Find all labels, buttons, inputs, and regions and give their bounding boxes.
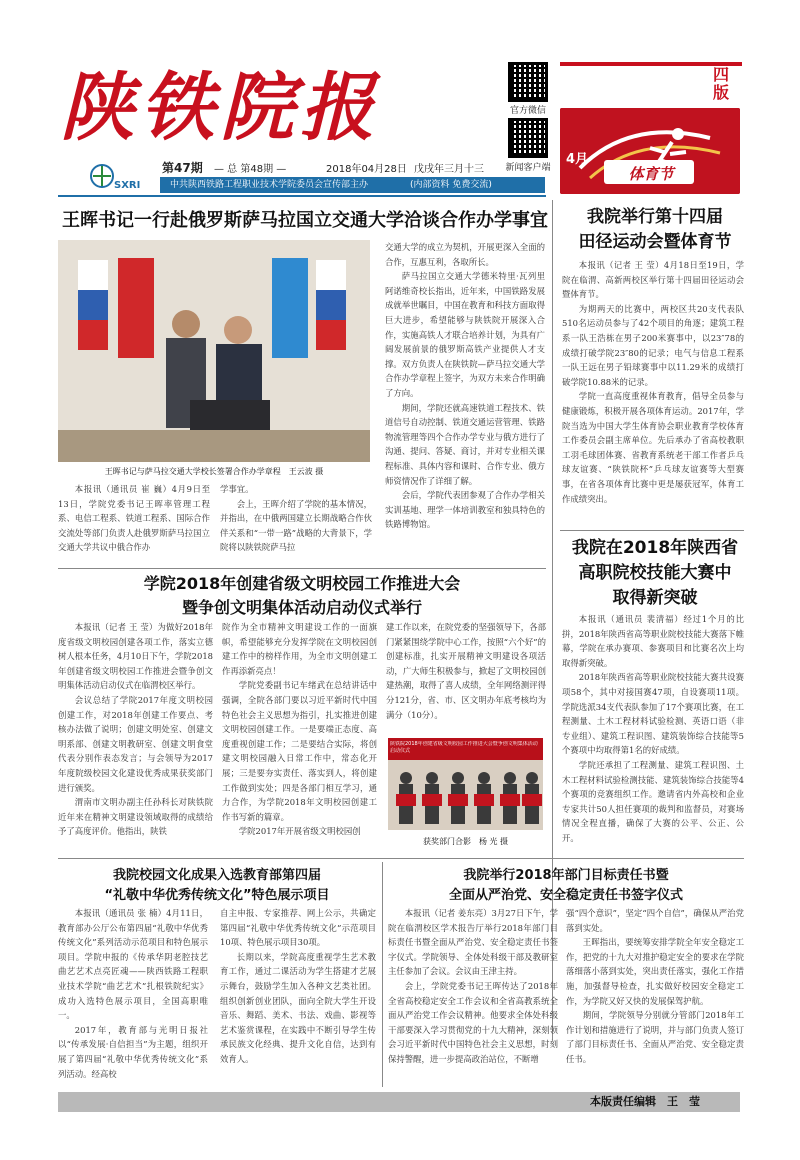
- sport-festival-title: 体育节: [628, 165, 674, 183]
- article2-col3: [386, 620, 546, 730]
- newspaper-masthead: 陕铁院报: [60, 65, 380, 151]
- title-line: 我院举行第十四届: [587, 207, 723, 227]
- paragraph: 学院还承担了工程测量、建筑工程识图、土木工程材料试验检测技能、建筑装饰综合技能等4个赛项的竞赛组织工作。邀请省内外高校和企业专家共计50人担任赛项的裁判和监督员，对赛场情况全程直播，确保了大赛的公平、公正、公开。: [562, 759, 744, 843]
- paragraph: 本报讯（记者 姜东亮）3月27日下午，学院在临渭校区学术报告厅举行2018年部门目标责任书暨全面从严治党、安全稳定责任书签字仪式。学院领导、全体处科级干部及教研室主任参加了会议。会议由王津主持。: [388, 908, 558, 977]
- paragraph: 萨马拉国立交通大学德米特里·瓦列里阿诺维奇校长指出，近年来，中国铁路发展成就举世瞩目，中国在教育和科技方面取得巨大进步，希望能够与陕铁院开展深入合作，实施高铁人才联合培养计划，为具有广阔发展前景的俄罗斯高铁产业提供人才支撑。双方负责人在陕铁院—萨马拉交通大学合作办学章程上签字，为双方未来合作明确了方向。: [385, 271, 545, 398]
- column-divider: [382, 862, 383, 1087]
- article4-title: [388, 866, 744, 906]
- article-r1-title: [560, 205, 750, 255]
- paragraph: 强“四个意识”，坚定“四个自信”，确保从严治党落到实处。: [566, 908, 744, 933]
- paragraph: 2017年，教育部与光明日报社以“传承发展·自信担当”为主题，组织开展了第四届“礼敬中华优秀传统文化”系列活动。经高校: [58, 1024, 208, 1079]
- title-line: 全面从严治党、安全稳定责任书签字仪式: [448, 888, 683, 903]
- title-line: 我院举行2018年部门目标责任书暨: [463, 868, 669, 883]
- paragraph: 期间，学院还就高速铁道工程技术、铁道信号自动控制、铁道交通运营管理、铁路物流管理等四个合作办学专业与俄方进行了沟通、提问、答疑、商讨，并对专业相关课程标准、具体内容和课时、合作专业、俄方师资情况作了详细了解。: [385, 402, 545, 486]
- right-divider: [560, 530, 744, 531]
- paragraph: 会议总结了学院2017年度文明校园创建工作，对2018年创建工作要点、考核办法做了说明；创建文明处室、创建文明系部、创建文明教研室、创建文明食堂代表分别作表态发言；与会领导为2017年度院级校园文化建设优秀成果获奖部门进行颁奖。: [58, 694, 213, 793]
- section-divider: [58, 858, 744, 859]
- paragraph: 本报讯（通讯员 崔 巍）4月9日至13日，学院党委书记王晖率管理工程系、电信工程系、铁道工程系、国际合作交流处等部门负责人赴俄罗斯萨马拉国立交通大学共议中俄合作办: [58, 484, 210, 553]
- issue-number: 第47期: [162, 161, 203, 175]
- title-line: 田径运动会暨体育节: [578, 232, 732, 252]
- paragraph: 会上，学院党委书记王晖传达了2018年全省高校稳定安全工作会议和全省高教系统全面从严治党工作会议精神。他要求全体处科级干部要深入学习贯彻党的十九大精神，深刻领会习近平新时代中国特色社会主义思想，时刻保持警醒，进一步提高政治站位，不断增: [388, 980, 558, 1064]
- article2-col2: [222, 620, 377, 862]
- school-logo-text: SXRI: [114, 180, 141, 191]
- article1-title: 王晖书记一行赴俄罗斯萨马拉国立交通大学洽谈合作办学事宜: [62, 210, 548, 231]
- sport-month-label: 4月: [566, 152, 589, 167]
- article-r2-body: [562, 612, 744, 860]
- paragraph: 学院一直高度重视体育教育，倡导全员参与健康锻炼，积极开展各项体育运动。2017年，学院当选为中国大学生体育协会职业教育学校体育工作委员会副主席单位。先后承办了省高校教职工羽毛球团体赛、省教育系统老干部工作者乒乓球友谊赛、“陕铁院杯”乒乓球友谊赛等大型赛事，在省各项体育比赛中更是屡获冠军，体育工作成绩突出。: [562, 391, 744, 504]
- article3-title: [58, 866, 376, 906]
- signing-ceremony-photo-icon: [58, 240, 370, 462]
- paragraph: 院作为全市精神文明建设工作的一面旗帜，希望能够充分发挥学院在文明校园创建工作中的榜样作用，为全市文明创建工作再添新亮点！: [222, 622, 377, 676]
- paragraph: 交通大学的成立为契机，开展更深入全面的合作，互惠互利，各取所长。: [385, 242, 545, 267]
- paragraph: 2018年陕西省高等职业院校技能大赛共设赛项58个，其中对接国赛47项，自设赛项11项。学院选派34支代表队参加了17个赛项比赛，在工程测量、土木工程材料试验检测、英语口语（非专业组）、建筑工程识图、建筑装饰综合技能等5个赛项中均取得第1名的好成绩。: [562, 672, 744, 756]
- issue-total: — 总 第48期 —: [214, 164, 287, 175]
- paragraph: 学院党委副书记车绪武在总结讲话中强调，全院各部门要以习近平新时代中国特色社会主义思想为指引，扎实推进创建文明校园创建工作。一是要端正态度、高度重视创建工作；二是要结合实际，将创建文明校园融入日常工作中，常态化开展；三是要夯实责任、落实到人，将创建工作做到实处；四是各部门相互学习，通力合作，为学院2018年文明校园创建工作书写新的篇章。: [222, 680, 377, 822]
- title-line: 高职院校技能大赛中: [578, 563, 732, 583]
- title-line: 我院在2018年陕西省: [571, 538, 739, 558]
- paragraph: 长期以来，学院高度重视学生艺术教育工作，通过二课活动为学生搭建才艺展示舞台，鼓励学生加入各种文艺类社团。组织创新创业团队，面向全院大学生开设音乐、舞蹈、美术、书法、戏曲、影视等艺术鉴赏课程，在实践中不断引导学生传承民族文化经典、提升文化自信，达到有效育人。: [220, 951, 376, 1064]
- sport-festival-banner: [560, 108, 740, 194]
- qr-code-wechat-icon[interactable]: [508, 62, 548, 102]
- article1-col2: [220, 482, 372, 572]
- page-number: 四版: [712, 65, 729, 102]
- school-logo: [84, 160, 154, 194]
- article2-photo: [388, 738, 543, 830]
- paragraph: 为期两天的比赛中，两校区共20支代表队510名运动员参与了42个项目的角逐；建筑工程系一队王浩栋在男子200米赛事中，以23″78的成绩打破学院23″80的记录；电气与信息工程系一队王远在男子铅球赛事中以11.29米的成绩打破学院10.88米的记录。: [562, 303, 744, 387]
- article1-col1: [58, 482, 210, 572]
- article1-photo-caption: 王晖书记与萨马拉交通大学校长签署合作办学章程 王云波 摄: [104, 467, 324, 476]
- paragraph: 会上，王晖介绍了学院的基本情况，并指出，在中俄两国建立长期战略合作伙伴关系和“一带一路”战略的大背景下，学院将以陕铁院萨马拉: [220, 498, 372, 553]
- paragraph: 建工作以来，在院党委的坚强领导下，各部门紧紧围绕学院中心工作，按照“六个好”的创建标准，扎实开展精神文明建设各项活动，广大师生积极参与，掀起了文明校园创建热潮，取得了喜人成绩，全年网络测评得分121分，省、市、区文明办年底考核均为满分（10分）。: [386, 622, 546, 720]
- title-line: “礼敬中华优秀传统文化”特色展示项目: [104, 888, 330, 903]
- paragraph: 渭南市文明办副主任孙科长对陕铁院近年来在精神文明建设领域取得的成绩给予了高度评价。他指出，陕铁: [58, 797, 213, 837]
- title-line: 取得新突破: [612, 588, 698, 608]
- paragraph: 学事宜。: [220, 484, 254, 494]
- qr-app-label: 新闻客户端: [505, 163, 551, 173]
- article2-photo-caption: 获奖部门合影 杨 光 摄: [422, 837, 509, 846]
- masthead-rule: [58, 195, 546, 197]
- photo-banner-text: 陕铁院2018年创建省级文明校园工作推进大会暨争创文明集体活动启动仪式: [390, 741, 538, 754]
- paragraph: 王晖指出，要统筹安排学院全年安全稳定工作，把党的十九大对推护稳定安全的要求在学院落细落小落到实处，突出责任落实，强化工作措施，加强督导检查，扎实做好校园安全稳定工作，为学院又好又快的发展保驾护航。: [566, 937, 744, 1006]
- title-line: 学院2018年创建省级文明校园工作推进大会: [143, 574, 461, 593]
- issue-lunar-date: 戊戌年三月十三: [414, 164, 484, 175]
- paragraph: 期间，学院领导分别就分管部门2018年工作计划和措施进行了说明，并与部门负责人签订了部门目标责任书、全面从严治党、安全稳定责任书。: [566, 1010, 744, 1064]
- qr-code-app-icon[interactable]: [508, 118, 548, 158]
- section-divider: [58, 568, 546, 569]
- paragraph: 本报讯（通讯员 裴清福）经过1个月的比拼，2018年陕西省高等职业院校技能大赛落下帷幕，学院在承办赛项、参赛项目和比赛名次上均取得新突破。: [562, 614, 744, 668]
- article4-col1: [388, 906, 558, 1088]
- article2-col1: [58, 620, 213, 862]
- article1-col3: [385, 240, 545, 565]
- paragraph: 自主申报、专家推荐、网上公示，共确定第四届“礼敬中华优秀传统文化”示范项目10项、特色展示项目30项。: [220, 908, 376, 948]
- qr-wechat-label: 官方微信: [509, 106, 546, 116]
- sponsor-text: 中共陕西铁路工程职业技术学院委员会宣传部主办: [170, 180, 369, 190]
- free-exchange-note: (内部资料 免费交流): [410, 180, 492, 190]
- article-r1-body: [562, 258, 744, 528]
- footer-editor: 本版责任编辑 王 莹: [590, 1095, 700, 1108]
- title-line: 我院校园文化成果入选教育部第四届: [112, 868, 321, 883]
- paragraph: 本报讯（记者 王 莹）4月18日至19日，学院在临渭、高新两校区举行第十四届田径运动会暨体育节。: [562, 260, 744, 300]
- paragraph: 会后，学院代表团参观了合作办学相关实训基地、理学一体培训教室和独具特色的铁路博物馆。: [385, 490, 545, 530]
- paragraph: 本报讯（记者 王 莹）为做好2018年度省级文明校园创建各项工作，落实立德树人根本任务，4月10日下午，学院2018年创建省级文明校园工作推进会暨争创文明集体活动启动仪式在临渭校区举行。: [58, 622, 213, 691]
- paragraph: 本报讯（通讯员 张 楠）4月11日，教育部办公厅公布第四届“礼敬中华优秀传统文化”系列活动示范项目和特色展示项目。学院申报的《传承华阴老腔技艺 曲艺艺术点亮匠魂——陕西铁路工程职业技术学院“曲艺艺术”扎根铁院纪实》成功入选特色展示项目，全国高职唯一。: [58, 908, 208, 1021]
- article-r2-title: [560, 536, 750, 611]
- paragraph: 学院2017年开展省级文明校园创: [238, 826, 361, 837]
- article4-col2: [566, 906, 744, 1088]
- issue-date: 2018年04月28日: [326, 164, 407, 175]
- article3-col1: [58, 906, 208, 1088]
- article3-col2: [220, 906, 376, 1088]
- title-line: 暨争创文明集体活动启动仪式举行: [181, 598, 422, 617]
- article1-photo: [58, 240, 370, 462]
- article2-title: [58, 572, 546, 620]
- page-footer: [58, 1092, 740, 1112]
